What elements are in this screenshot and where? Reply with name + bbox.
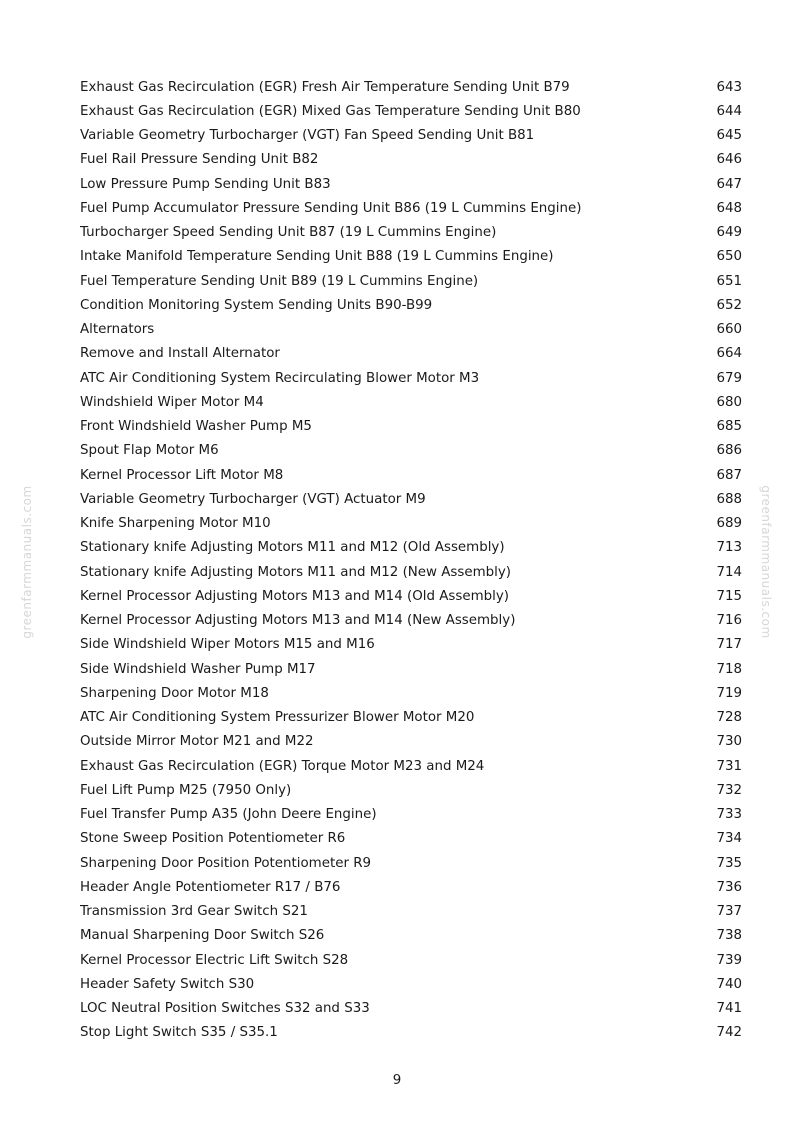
toc-entry-page-number[interactable]: 715 [716, 588, 742, 604]
toc-entry-page-number[interactable]: 648 [716, 200, 742, 216]
toc-entry[interactable] [80, 293, 742, 317]
toc-entry[interactable] [80, 997, 742, 1021]
toc-entry-title[interactable]: Exhaust Gas Recirculation (EGR) Fresh Air Temperature Sending Unit B79 [80, 79, 570, 95]
toc-entry-page-number[interactable]: 650 [716, 249, 742, 265]
toc-entry[interactable] [80, 706, 742, 730]
toc-entry-page-number[interactable]: 733 [716, 807, 742, 823]
toc-entry-title[interactable]: Header Angle Potentiometer R17 / B76 [80, 879, 341, 895]
toc-entry[interactable] [80, 657, 742, 681]
toc-entry-title[interactable]: Intake Manifold Temperature Sending Unit B88 (19 L Cummins Engine) [80, 249, 554, 265]
toc-entry[interactable] [80, 75, 742, 99]
toc-entry-title[interactable]: Spout Flap Motor M6 [80, 443, 219, 459]
toc-entry-title[interactable]: Sharpening Door Motor M18 [80, 685, 269, 701]
toc-entry[interactable] [80, 536, 742, 560]
toc-entry-title[interactable]: Manual Sharpening Door Switch S26 [80, 928, 325, 944]
toc-entry-title[interactable]: Condition Monitoring System Sending Units B90-B99 [80, 297, 433, 313]
toc-entry[interactable] [80, 196, 742, 220]
toc-entry-title[interactable]: Outside Mirror Motor M21 and M22 [80, 734, 314, 750]
toc-entry-page-number[interactable]: 731 [716, 758, 742, 774]
toc-entry[interactable] [80, 512, 742, 536]
toc-entry-title[interactable]: Exhaust Gas Recirculation (EGR) Mixed Gas Temperature Sending Unit B80 [80, 103, 581, 119]
toc-entry[interactable] [80, 730, 742, 754]
toc-entry-title[interactable]: Alternators [80, 322, 155, 338]
toc-entry-page-number[interactable]: 742 [716, 1025, 742, 1041]
toc-entry-title[interactable]: Exhaust Gas Recirculation (EGR) Torque Motor M23 and M24 [80, 758, 485, 774]
toc-entry-page-number[interactable]: 717 [716, 637, 742, 653]
toc-entry-page-number[interactable]: 740 [716, 976, 742, 992]
toc-entry-page-number[interactable]: 730 [716, 734, 742, 750]
toc-entry[interactable] [80, 124, 742, 148]
toc-entry-page-number[interactable]: 644 [716, 103, 742, 119]
toc-entry[interactable] [80, 778, 742, 802]
toc-entry[interactable] [80, 609, 742, 633]
toc-entry-title[interactable]: Low Pressure Pump Sending Unit B83 [80, 176, 331, 192]
toc-entry[interactable] [80, 900, 742, 924]
toc-entry-title[interactable]: ATC Air Conditioning System Pressurizer Blower Motor M20 [80, 710, 475, 726]
toc-entry[interactable] [80, 1021, 742, 1045]
toc-entry[interactable] [80, 269, 742, 293]
toc-entry-title[interactable]: Stop Light Switch S35 / S35.1 [80, 1025, 278, 1041]
toc-entry[interactable] [80, 972, 742, 996]
toc-entry[interactable] [80, 439, 742, 463]
toc-entry[interactable] [80, 827, 742, 851]
toc-entry-title[interactable]: Variable Geometry Turbocharger (VGT) Actuator M9 [80, 491, 426, 507]
table-of-contents [80, 75, 742, 1045]
toc-entry[interactable] [80, 390, 742, 414]
toc-entry[interactable] [80, 245, 742, 269]
toc-entry-page-number[interactable]: 660 [716, 322, 742, 338]
toc-entry[interactable] [80, 487, 742, 511]
toc-entry-title[interactable]: Remove and Install Alternator [80, 346, 280, 362]
toc-entry-page-number[interactable]: 719 [716, 685, 742, 701]
toc-entry-title[interactable]: Kernel Processor Adjusting Motors M13 and M14 (Old Assembly) [80, 588, 509, 604]
toc-entry[interactable] [80, 851, 742, 875]
watermark-right: greenfarmmanuals.com [759, 485, 773, 639]
toc-entry-title[interactable]: Stationary knife Adjusting Motors M11 and M12 (New Assembly) [80, 564, 512, 580]
toc-entry[interactable] [80, 415, 742, 439]
toc-entry-title[interactable]: Transmission 3rd Gear Switch S21 [80, 904, 308, 920]
toc-entry-page-number[interactable]: 652 [716, 297, 742, 313]
toc-entry-page-number[interactable]: 645 [716, 128, 742, 144]
toc-entry-title[interactable]: Fuel Rail Pressure Sending Unit B82 [80, 152, 319, 168]
toc-entry[interactable] [80, 584, 742, 608]
toc-entry-title[interactable]: Stationary knife Adjusting Motors M11 and M12 (Old Assembly) [80, 540, 505, 556]
toc-entry-page-number[interactable]: 713 [716, 540, 742, 556]
toc-entry-title[interactable]: Front Windshield Washer Pump M5 [80, 419, 312, 435]
toc-entry-title[interactable]: Kernel Processor Adjusting Motors M13 and M14 (New Assembly) [80, 613, 516, 629]
toc-entry-page-number[interactable]: 689 [716, 516, 742, 532]
toc-entry-page-number[interactable]: 687 [716, 467, 742, 483]
toc-entry[interactable] [80, 681, 742, 705]
toc-entry-page-number[interactable]: 686 [716, 443, 742, 459]
toc-entry[interactable] [80, 875, 742, 899]
toc-entry-title[interactable]: Kernel Processor Electric Lift Switch S28 [80, 952, 349, 968]
toc-entry-page-number[interactable]: 664 [716, 346, 742, 362]
toc-entry-page-number[interactable]: 714 [716, 564, 742, 580]
toc-entry[interactable] [80, 342, 742, 366]
page-number: 9 [392, 1073, 402, 1088]
toc-entry-page-number[interactable]: 734 [716, 831, 742, 847]
toc-entry[interactable] [80, 366, 742, 390]
toc-entry[interactable] [80, 148, 742, 172]
toc-entry-title[interactable]: ATC Air Conditioning System Recirculating Blower Motor M3 [80, 370, 480, 386]
toc-entry[interactable] [80, 172, 742, 196]
toc-entry-title[interactable]: Header Safety Switch S30 [80, 976, 255, 992]
toc-entry-page-number[interactable]: 718 [716, 661, 742, 677]
toc-entry-page-number[interactable]: 738 [716, 928, 742, 944]
toc-entry-page-number[interactable]: 736 [716, 879, 742, 895]
toc-entry-title[interactable]: Fuel Lift Pump M25 (7950 Only) [80, 782, 292, 798]
toc-entry[interactable] [80, 803, 742, 827]
toc-entry-page-number[interactable]: 716 [716, 613, 742, 629]
toc-entry-page-number[interactable]: 679 [716, 370, 742, 386]
toc-entry-title[interactable]: Knife Sharpening Motor M10 [80, 516, 271, 532]
toc-entry-title[interactable]: Side Windshield Wiper Motors M15 and M16 [80, 637, 375, 653]
toc-entry-title[interactable]: Side Windshield Washer Pump M17 [80, 661, 316, 677]
toc-entry-title[interactable]: Stone Sweep Position Potentiometer R6 [80, 831, 346, 847]
toc-entry-page-number[interactable]: 649 [716, 225, 742, 241]
toc-entry-page-number[interactable]: 728 [716, 710, 742, 726]
toc-entry[interactable] [80, 99, 742, 123]
toc-entry-title[interactable]: Fuel Pump Accumulator Pressure Sending Unit B86 (19 L Cummins Engine) [80, 200, 582, 216]
toc-entry-page-number[interactable]: 741 [716, 1001, 742, 1017]
toc-entry-page-number[interactable]: 737 [716, 904, 742, 920]
toc-entry-page-number[interactable]: 685 [716, 419, 742, 435]
toc-entry-title[interactable]: Sharpening Door Position Potentiometer R9 [80, 855, 372, 871]
toc-entry-title[interactable]: Windshield Wiper Motor M4 [80, 394, 264, 410]
toc-entry[interactable] [80, 948, 742, 972]
toc-entry[interactable] [80, 924, 742, 948]
toc-entry-title[interactable]: LOC Neutral Position Switches S32 and S33 [80, 1001, 370, 1017]
toc-entry[interactable] [80, 560, 742, 584]
toc-entry-page-number[interactable]: 651 [716, 273, 742, 289]
toc-entry[interactable] [80, 463, 742, 487]
toc-entry-page-number[interactable]: 732 [716, 782, 742, 798]
toc-entry-title[interactable]: Kernel Processor Lift Motor M8 [80, 467, 284, 483]
toc-entry-title[interactable]: Variable Geometry Turbocharger (VGT) Fan Speed Sending Unit B81 [80, 128, 535, 144]
toc-entry[interactable] [80, 754, 742, 778]
watermark-left: greenfarmmanuals.com [20, 485, 34, 639]
toc-entry[interactable] [80, 633, 742, 657]
toc-entry-title[interactable]: Turbocharger Speed Sending Unit B87 (19 L Cummins Engine) [80, 225, 497, 241]
toc-entry-page-number[interactable]: 647 [716, 176, 742, 192]
toc-entry-page-number[interactable]: 646 [716, 152, 742, 168]
toc-entry-page-number[interactable]: 643 [716, 79, 742, 95]
toc-entry-title[interactable]: Fuel Transfer Pump A35 (John Deere Engine) [80, 807, 377, 823]
toc-entry-page-number[interactable]: 735 [716, 855, 742, 871]
toc-entry-page-number[interactable]: 739 [716, 952, 742, 968]
toc-entry-title[interactable]: Fuel Temperature Sending Unit B89 (19 L Cummins Engine) [80, 273, 479, 289]
toc-entry-page-number[interactable]: 688 [716, 491, 742, 507]
toc-entry[interactable] [80, 221, 742, 245]
toc-entry-page-number[interactable]: 680 [716, 394, 742, 410]
toc-entry[interactable] [80, 318, 742, 342]
